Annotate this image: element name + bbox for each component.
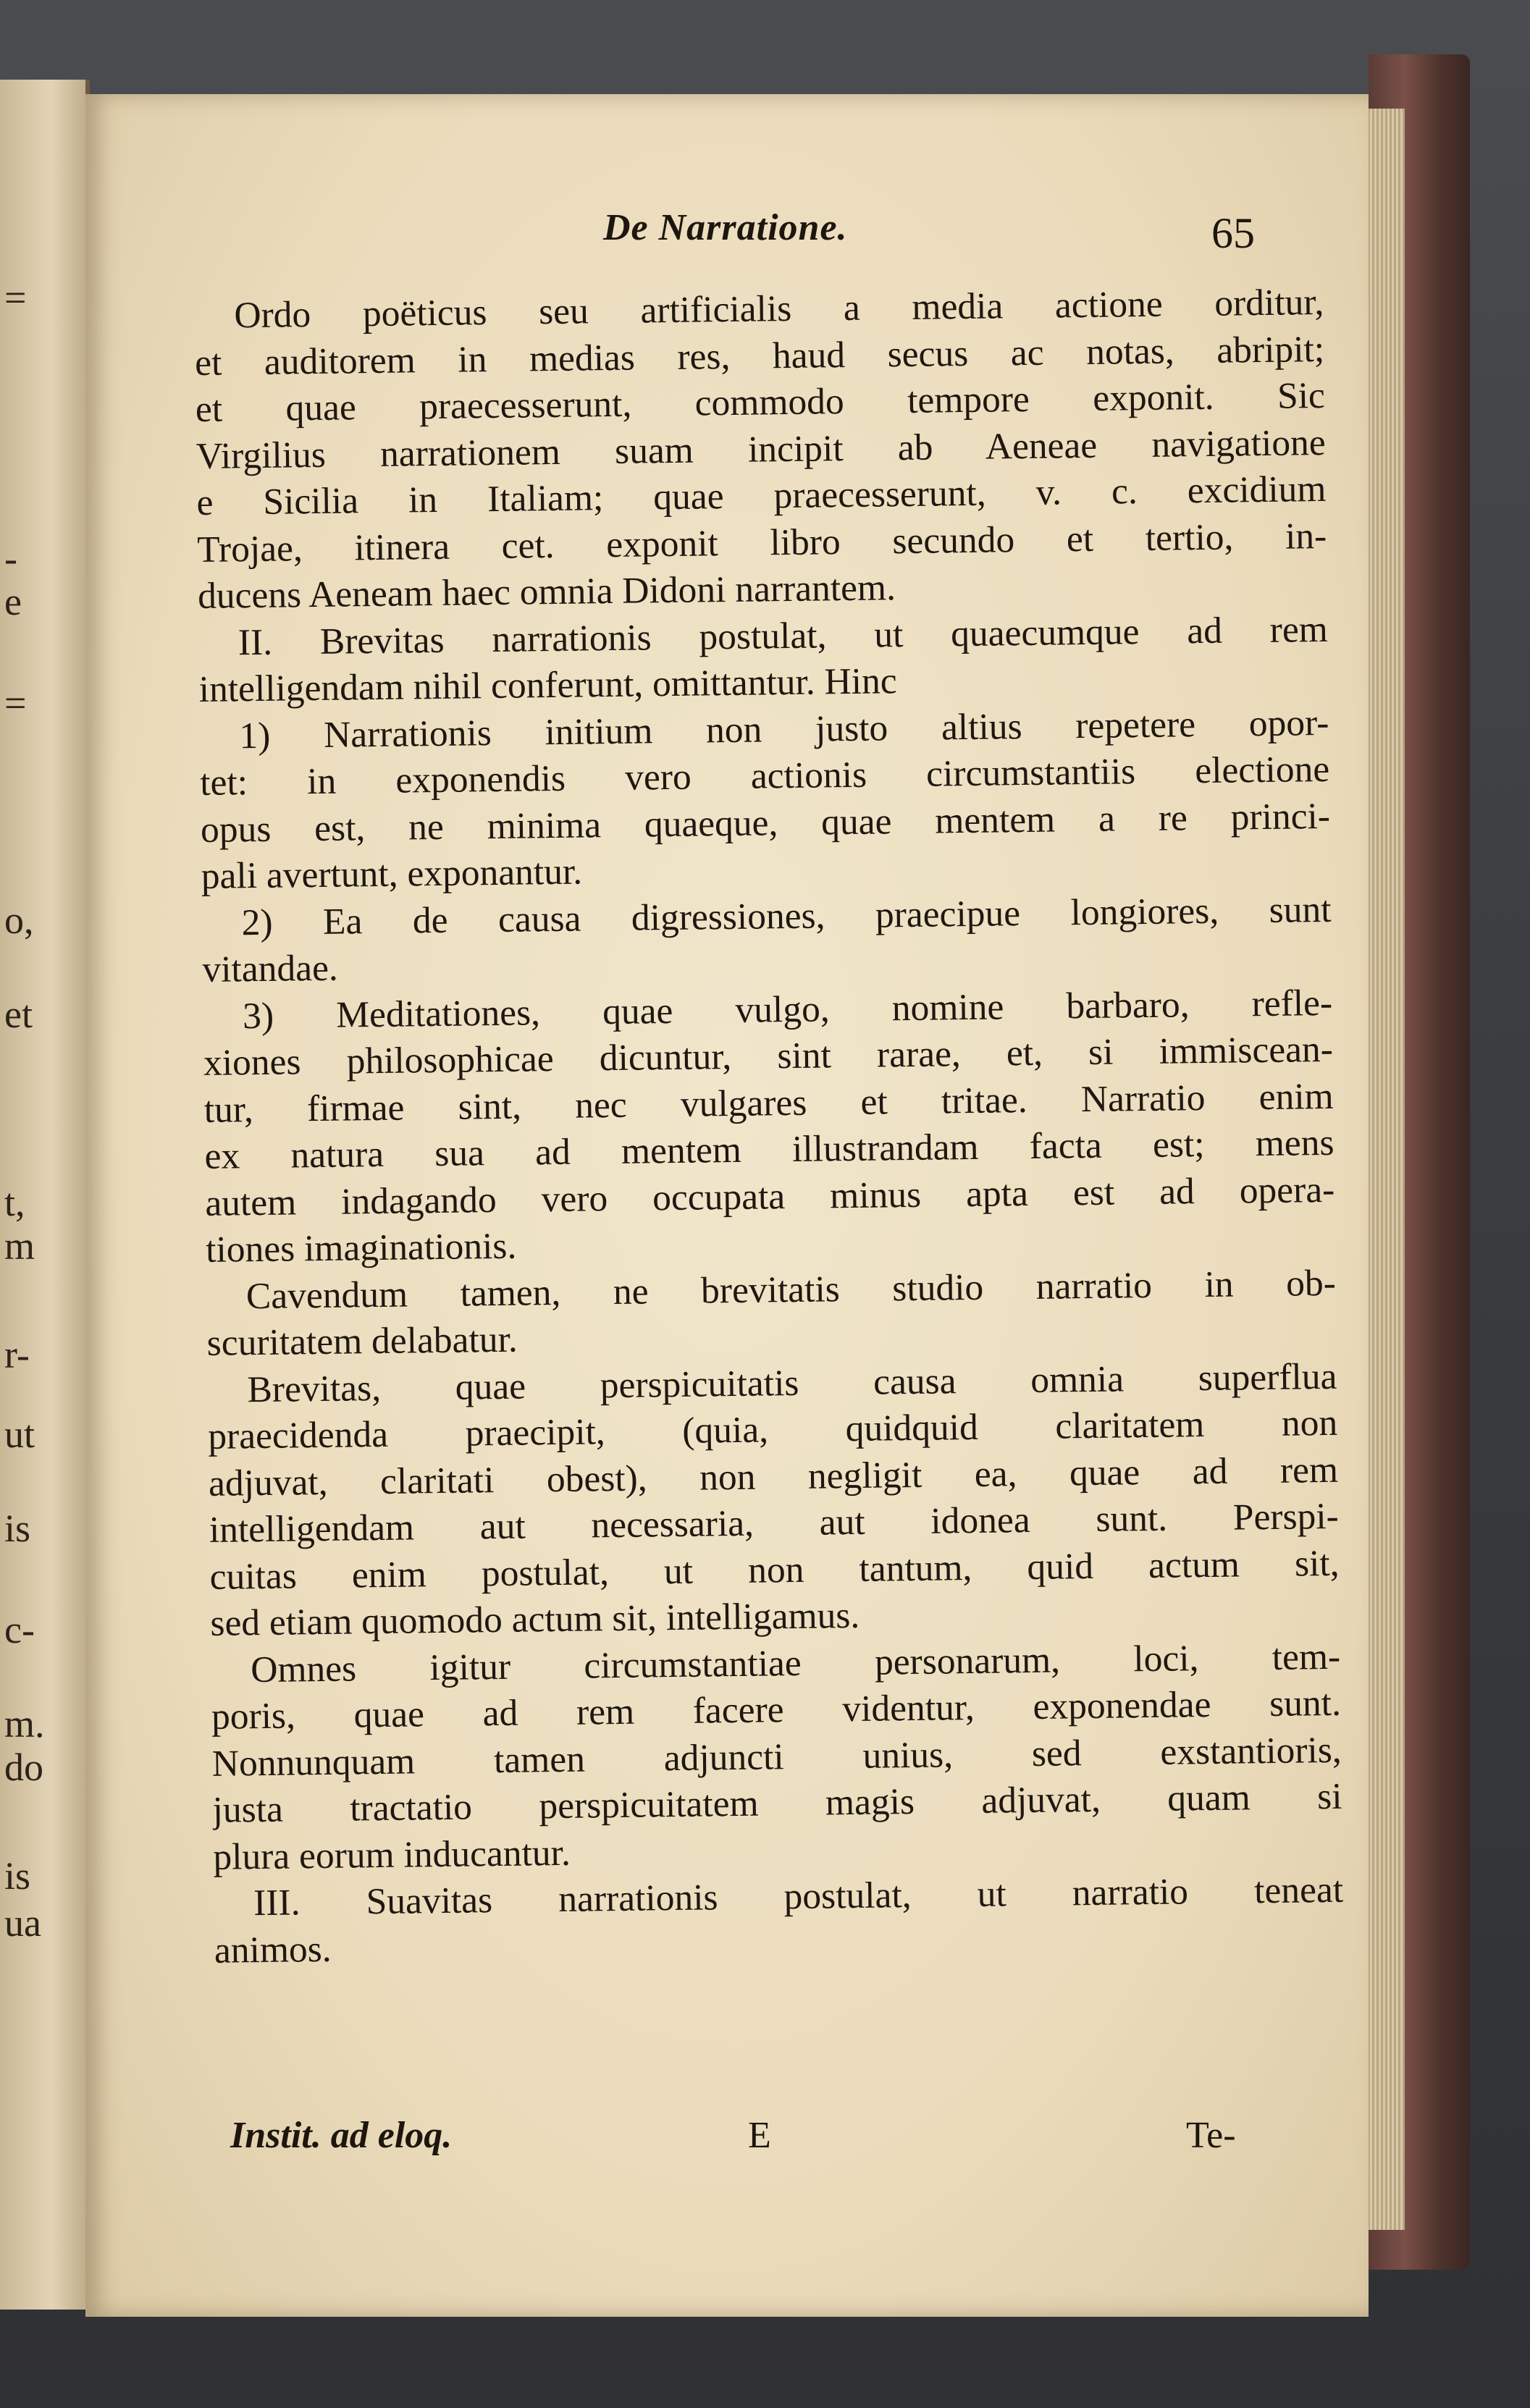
text-line: tur, firmae sint, nec vulgares et tritae. Narratio enim bbox=[203, 1075, 1334, 1131]
text-line: Brevitas, quae perspicuitatis causa omnia superflua bbox=[247, 1355, 1337, 1410]
text-line: Nonnunquam tamen adjuncti unius, sed exstantioris, bbox=[211, 1729, 1342, 1785]
margin-fragment: et bbox=[4, 993, 33, 1036]
text-line: scuritatem delabatur. bbox=[206, 1318, 518, 1364]
margin-fragment: = bbox=[4, 276, 27, 319]
margin-fragment: = bbox=[4, 681, 27, 725]
text-line: adjuvat, claritati obest), non negligit ea, quae ad rem bbox=[208, 1449, 1339, 1504]
text-line: tet: in exponendis vero actionis circumstantiis electione bbox=[199, 748, 1330, 804]
text-line: Cavendum tamen, ne brevitatis studio narratio in ob- bbox=[245, 1262, 1337, 1317]
margin-fragment: c- bbox=[4, 1608, 35, 1651]
text-line: ex natura sua ad mentem illustrandam facta est; mens bbox=[204, 1121, 1334, 1177]
text-line: poris, quae ad rem facere videntur, exponendae sunt. bbox=[211, 1682, 1342, 1738]
margin-fragment: o, bbox=[4, 898, 34, 942]
text-line: Omnes igitur circumstantiae personarum, loci, tem- bbox=[250, 1635, 1341, 1691]
text-line: II. Brevitas narrationis postulat, ut quaecumque ad rem bbox=[238, 608, 1329, 663]
margin-fragment: - bbox=[4, 536, 17, 580]
text-line: animos. bbox=[214, 1928, 332, 1971]
body-text bbox=[194, 279, 1344, 1974]
text-line: xiones philosophicae dicuntur, sint rarae, et, si immiscean- bbox=[203, 1028, 1334, 1084]
text-line: tiones imaginationis. bbox=[205, 1225, 517, 1271]
text-line: praecidenda praecipit, (quia, quidquid claritatem non bbox=[207, 1402, 1338, 1457]
running-head: De Narratione. bbox=[603, 207, 848, 248]
text-line: pali avertunt, exponantur. bbox=[201, 851, 583, 897]
text-line: Ordo poëticus seu artificialis a media actione orditur, bbox=[234, 281, 1324, 337]
text-line: Virgilius narrationem suam incipit ab Aeneae navigatione bbox=[196, 421, 1326, 477]
margin-fragment: do bbox=[4, 1746, 43, 1789]
margin-fragment: ua bbox=[4, 1901, 41, 1945]
page-footer bbox=[230, 2114, 1258, 2165]
book-page bbox=[85, 94, 1369, 2317]
margin-fragment: r- bbox=[4, 1333, 30, 1376]
text-line: justa tractatio perspicuitatem magis adjuvat, quam si bbox=[212, 1775, 1342, 1831]
margin-fragment: is bbox=[4, 1854, 31, 1898]
margin-fragment: m. bbox=[4, 1702, 45, 1746]
signature-mark: E bbox=[748, 2115, 771, 2156]
text-line: et quae praecesserunt, commodo tempore exponit. Sic bbox=[195, 374, 1326, 430]
page-number: 65 bbox=[1211, 209, 1255, 257]
margin-fragment: m bbox=[4, 1224, 35, 1268]
catchword: Te- bbox=[1186, 2115, 1236, 2156]
text-line: intelligendam aut necessaria, aut idonea sunt. Perspi- bbox=[209, 1495, 1340, 1551]
text-line: plura eorum inducantur. bbox=[213, 1832, 571, 1878]
text-line: sed etiam quomodo actum sit, intelligamus. bbox=[210, 1594, 860, 1644]
text-line: cuitas enim postulat, ut non tantum, quid actum sit, bbox=[209, 1542, 1340, 1598]
text-line: 3) Meditationes, quae vulgo, nomine barbaro, refle- bbox=[242, 982, 1333, 1037]
margin-fragment: ut bbox=[4, 1413, 35, 1456]
text-line: 1) Narrationis initium non justo altius repetere opor- bbox=[239, 702, 1329, 757]
text-line: vitandae. bbox=[202, 947, 339, 990]
text-line: opus est, ne minima quaeque, quae mentem a re princi- bbox=[200, 795, 1331, 851]
text-line: III. Suavitas narrationis postulat, ut narratio teneat bbox=[253, 1869, 1344, 1924]
text-line: ducens Aeneam haec omnia Didoni narrantem. bbox=[197, 567, 896, 617]
margin-fragment: e bbox=[4, 580, 22, 623]
text-line: autem indagando vero occupata minus apta est ad opera- bbox=[205, 1169, 1335, 1224]
facing-page-edge bbox=[0, 80, 90, 2310]
text-line: Trojae, itinera cet. exponit libro secundo et tertio, in- bbox=[196, 515, 1327, 571]
text-line: e Sicilia in Italiam; quae praecesserunt, v. c. excidium bbox=[196, 468, 1327, 523]
signature-title: Instit. ad eloq. bbox=[230, 2115, 453, 2156]
text-line: et auditorem in medias res, haud secus ac notas, abripit; bbox=[194, 328, 1325, 384]
text-line: 2) Ea de causa digressiones, praecipue longiores, sunt bbox=[241, 888, 1332, 943]
margin-fragment: t, bbox=[4, 1181, 25, 1224]
text-line: intelligendam nihil conferunt, omittantur. Hinc bbox=[198, 660, 897, 710]
margin-fragment: is bbox=[4, 1507, 31, 1550]
